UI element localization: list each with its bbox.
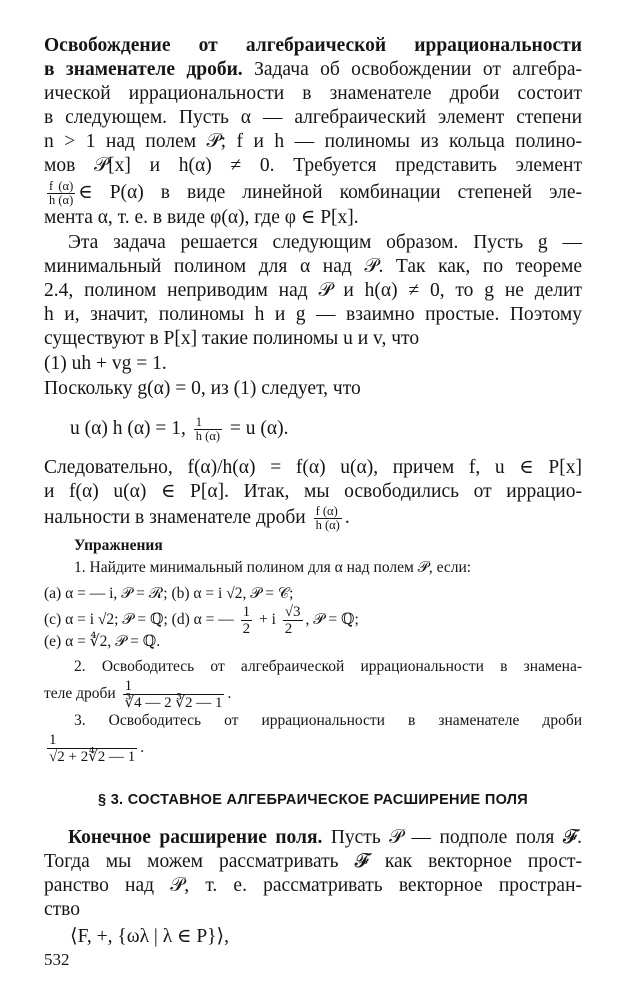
para1-line3: ической иррациональности в знаменателе дроби состоит — [44, 83, 582, 104]
fraction-exercise-2: $\frac{1}{∛4 — 2 ∛2 — 1}$ — [124, 678, 223, 711]
exercise-3-line1: 3. Освободитесь от иррациональности в знаменателе дроби — [74, 712, 582, 729]
fraction-one-half: $\frac{1}{2}$ — [242, 604, 251, 637]
para1-line2: в знаменателе дроби. Задача об освобождении от алгебра- — [44, 59, 582, 80]
para3-line3: нальности в знаменателе дроби $\frac{f (\alpha)}{h (\alpha)}$ . — [44, 504, 350, 532]
para3-line1: Следовательно, f(α)/h(α) = f(α) u(α), причем f, u ∈ P[x] — [44, 457, 582, 478]
fraction-sqrt3-half: $\frac{√3}{2}$ — [284, 604, 301, 637]
para2-line3: 2.4, полином неприводим над 𝒫 и h(α) ≠ 0, то g не делит — [44, 280, 582, 301]
para1-line1: Освобождение от алгебраической иррациональности — [44, 35, 582, 56]
exercise-3-line2: $\frac{1}{√2 + 2∜2 — 1}$ . — [49, 732, 145, 765]
para3-line2: и f(α) u(α) ∈ P[α]. Итак, мы освободились от иррацио- — [44, 481, 582, 502]
para1-line5: n > 1 над полем 𝒫; f и h — полиномы из кольца полино- — [44, 131, 582, 152]
para1-line6: мов 𝒫[x] и h(α) ≠ 0. Требуется представить элемент — [44, 155, 582, 176]
exercise-2-line2: теле дроби $\frac{1}{∛4 — 2 ∛2 — 1}$ . — [44, 678, 232, 711]
para4-line3: ранство над 𝒫, т. е. рассматривать векторное простран- — [44, 875, 582, 896]
formula-vector-space: ⟨F, +, {ωλ | λ ∈ P}⟩, — [70, 926, 230, 947]
para2-line5: существуют в P[x] такие полиномы u и v, что — [44, 328, 420, 349]
para2-line4: h и, значит, полиномы h и g — взаимно простые. Поэтому — [44, 304, 582, 325]
exercise-1-cd: (c) α = i √2; 𝒫 = ℚ; (d) α = — $\frac{1}{2}$ + i $\frac{√3}{2}$ , 𝒫 = ℚ; — [44, 604, 359, 637]
para1-line4: в следующем. Пусть α — алгебраический элемент степени — [44, 107, 582, 128]
page-number: 532 — [44, 950, 70, 969]
section-heading: § 3. СОСТАВНОЕ АЛГЕБРАИЧЕСКОЕ РАСШИРЕНИЕ ПОЛЯ — [98, 792, 528, 808]
equation-2: u (α) h (α) = 1, $\frac{1}{h (\alpha)}$ = u (α). — [70, 415, 289, 443]
para2-line2: минимальный полином для α над 𝒫. Так как, по теореме — [44, 256, 582, 277]
after-equation-1: Поскольку g(α) = 0, из (1) следует, что — [44, 378, 361, 399]
para4-line4: ство — [44, 899, 81, 920]
fraction-f-over-h: $\frac{f (\alpha)}{h (\alpha)}$ — [49, 179, 74, 207]
fraction-exercise-3: $\frac{1}{√2 + 2∜2 — 1}$ — [49, 732, 136, 765]
equation-1: (1) uh + vg = 1. — [44, 353, 167, 374]
para4-line1: Конечное расширение поля. Пусть 𝒫 — подполе поля 𝓕. — [68, 827, 582, 848]
exercise-1-ab: (a) α = — i, 𝒫 = ℛ; (b) α = i √2, 𝒫 = 𝒞; — [44, 585, 294, 602]
fraction-f-over-h-2: $\frac{f (\alpha)}{h (\alpha)}$ — [315, 504, 340, 532]
fraction-1-over-h: $\frac{1}{h (\alpha)}$ — [195, 415, 221, 443]
exercise-2-line1: 2. Освободитесь от алгебраической иррациональности в знамена- — [74, 658, 582, 675]
para2-line1: Эта задача решается следующим образом. Пусть g — — [68, 232, 582, 253]
exercises-title: Упражнения — [74, 537, 163, 554]
para4-line2: Тогда мы можем рассматривать 𝓕 как векторное прост- — [44, 851, 582, 872]
exercise-1: 1. Найдите минимальный полином для α над полем 𝒫, если: — [74, 559, 472, 576]
exercise-1-e: (e) α = ∜2, 𝒫 = ℚ. — [44, 633, 161, 650]
para1-line7: $\frac{f (\alpha)}{h (\alpha)}$ ∈ P(α) в виде линейной комбинации степеней эле- — [49, 179, 582, 207]
para1-line8: мента α, т. е. в виде φ(α), где φ ∈ P[x]. — [44, 207, 359, 228]
